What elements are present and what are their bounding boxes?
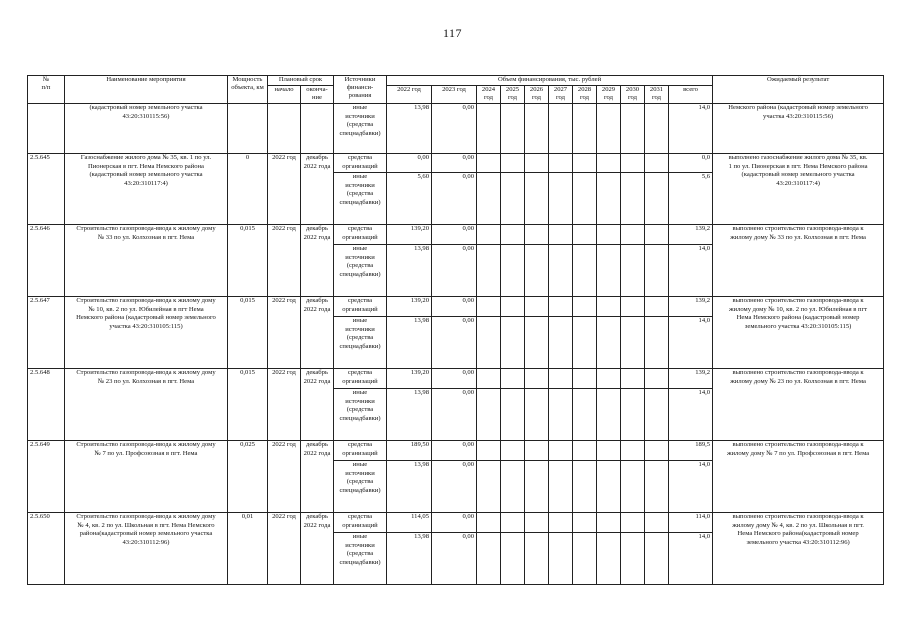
table-row bbox=[28, 513, 884, 533]
amount-total: 114,0 bbox=[669, 513, 713, 533]
amount-total: 139,2 bbox=[669, 297, 713, 317]
empty-year-cell bbox=[525, 104, 549, 154]
empty-year-cell bbox=[573, 389, 597, 441]
funding-source: иные источники (средства спецнадбавки) bbox=[334, 104, 387, 154]
empty-year-cell bbox=[501, 369, 525, 389]
amount-total: 139,2 bbox=[669, 225, 713, 245]
empty-year-cell bbox=[525, 225, 549, 245]
amount-2022: 0,00 bbox=[387, 154, 432, 173]
amount-2023: 0,00 bbox=[432, 297, 477, 317]
empty-year-cell bbox=[501, 173, 525, 225]
amount-2023: 0,00 bbox=[432, 461, 477, 513]
empty-year-cell bbox=[573, 369, 597, 389]
empty-year-cell bbox=[549, 245, 573, 297]
empty-year-cell bbox=[573, 173, 597, 225]
empty-year-cell bbox=[477, 104, 501, 154]
header-result: Ожидаемый результат bbox=[713, 76, 884, 104]
row-number: 2.5.650 bbox=[28, 513, 65, 585]
amount-2023: 0,00 bbox=[432, 441, 477, 461]
empty-year-cell bbox=[597, 225, 621, 245]
empty-year-cell bbox=[645, 154, 669, 173]
capacity-value: 0,025 bbox=[228, 441, 268, 513]
empty-year-cell bbox=[525, 389, 549, 441]
amount-2023: 0,00 bbox=[432, 245, 477, 297]
capacity-value: 0,01 bbox=[228, 513, 268, 585]
empty-year-cell bbox=[549, 297, 573, 317]
empty-year-cell bbox=[477, 461, 501, 513]
empty-year-cell bbox=[573, 533, 597, 585]
amount-2022: 139,20 bbox=[387, 297, 432, 317]
empty-year-cell bbox=[621, 245, 645, 297]
row-number: 2.5.645 bbox=[28, 154, 65, 225]
empty-year-cell bbox=[501, 104, 525, 154]
empty-year-cell bbox=[621, 154, 645, 173]
header-total: всего bbox=[669, 86, 713, 104]
header-year: 2025 год bbox=[501, 86, 525, 104]
row-number: 2.5.646 bbox=[28, 225, 65, 297]
empty-year-cell bbox=[621, 389, 645, 441]
empty-year-cell bbox=[597, 245, 621, 297]
amount-2022: 139,20 bbox=[387, 225, 432, 245]
empty-year-cell bbox=[645, 225, 669, 245]
funding-source: средства организаций bbox=[334, 441, 387, 461]
header-year: 2026 год bbox=[525, 86, 549, 104]
empty-year-cell bbox=[645, 245, 669, 297]
table-row bbox=[28, 441, 884, 461]
empty-year-cell bbox=[501, 154, 525, 173]
funding-source: иные источники (средства спецнадбавки) bbox=[334, 389, 387, 441]
empty-year-cell bbox=[549, 441, 573, 461]
empty-year-cell bbox=[645, 389, 669, 441]
funding-source: средства организаций bbox=[334, 154, 387, 173]
empty-year-cell bbox=[645, 104, 669, 154]
empty-year-cell bbox=[525, 245, 549, 297]
measure-name: Строительство газопровода-ввода к жилому дому № 10, кв. 2 по ул. Юбилейная в пгт Нема Немского района (кадастровый номер земельного участка 43:20:310105:115) bbox=[65, 297, 228, 369]
empty-year-cell bbox=[477, 154, 501, 173]
empty-year-cell bbox=[597, 513, 621, 533]
amount-total: 14,0 bbox=[669, 245, 713, 297]
amount-2023: 0,00 bbox=[432, 369, 477, 389]
empty-year-cell bbox=[597, 369, 621, 389]
amount-2022: 13,98 bbox=[387, 533, 432, 585]
empty-year-cell bbox=[477, 225, 501, 245]
empty-year-cell bbox=[645, 461, 669, 513]
expected-result: выполнено строительство газопровода-ввода к жилому дому № 33 по ул. Колхозная в пгт. Нема bbox=[713, 225, 884, 297]
amount-total: 139,2 bbox=[669, 369, 713, 389]
funding-source: иные источники (средства спецнадбавки) bbox=[334, 245, 387, 297]
empty-year-cell bbox=[645, 441, 669, 461]
amount-2023: 0,00 bbox=[432, 225, 477, 245]
empty-year-cell bbox=[549, 461, 573, 513]
header-capacity: Мощность объекта, км bbox=[228, 76, 268, 104]
funding-source: средства организаций bbox=[334, 297, 387, 317]
end-term: декабрь 2022 года bbox=[301, 154, 334, 225]
empty-year-cell bbox=[621, 297, 645, 317]
empty-year-cell bbox=[573, 104, 597, 154]
empty-year-cell bbox=[621, 533, 645, 585]
empty-year-cell bbox=[525, 513, 549, 533]
header-sources: Источники финанси- рования bbox=[334, 76, 387, 104]
measure-name: Строительство газопровода-ввода к жилому дому № 23 по ул. Колхозная в пгт. Нема bbox=[65, 369, 228, 441]
amount-total: 5,6 bbox=[669, 173, 713, 225]
empty-year-cell bbox=[645, 173, 669, 225]
capacity-value: 0 bbox=[228, 154, 268, 225]
end-term: декабрь 2022 года bbox=[301, 513, 334, 585]
measure-name: Строительство газопровода-ввода к жилому дому № 7 по ул. Профсоюзная в пгт. Нема bbox=[65, 441, 228, 513]
header-year: 2022 год bbox=[387, 86, 432, 104]
end-term: декабрь 2022 года bbox=[301, 225, 334, 297]
empty-year-cell bbox=[549, 173, 573, 225]
amount-total: 14,0 bbox=[669, 461, 713, 513]
header-funding: Объем финансирования, тыс. рублей bbox=[387, 76, 713, 86]
empty-year-cell bbox=[477, 173, 501, 225]
amount-2022: 13,98 bbox=[387, 317, 432, 369]
start-term: 2022 год bbox=[268, 154, 301, 225]
funding-source: средства организаций bbox=[334, 369, 387, 389]
empty-year-cell bbox=[645, 369, 669, 389]
empty-year-cell bbox=[597, 104, 621, 154]
measure-name: Строительство газопровода-ввода к жилому дому № 33 по ул. Колхозная в пгт. Нема bbox=[65, 225, 228, 297]
empty-year-cell bbox=[525, 317, 549, 369]
amount-total: 14,0 bbox=[669, 317, 713, 369]
empty-year-cell bbox=[645, 297, 669, 317]
empty-year-cell bbox=[477, 533, 501, 585]
amount-2022: 139,20 bbox=[387, 369, 432, 389]
empty-year-cell bbox=[597, 317, 621, 369]
funding-source: иные источники (средства спецнадбавки) bbox=[334, 173, 387, 225]
expected-result: выполнено строительство газопровода-ввода к жилому дому № 23 по ул. Колхозная в пгт. Нема bbox=[713, 369, 884, 441]
empty-year-cell bbox=[597, 461, 621, 513]
funding-table bbox=[27, 75, 884, 585]
empty-year-cell bbox=[501, 317, 525, 369]
empty-year-cell bbox=[621, 461, 645, 513]
row-number bbox=[28, 104, 65, 154]
empty-year-cell bbox=[645, 513, 669, 533]
amount-total: 14,0 bbox=[669, 389, 713, 441]
amount-2022: 13,98 bbox=[387, 245, 432, 297]
funding-source: средства организаций bbox=[334, 225, 387, 245]
start-term: 2022 год bbox=[268, 441, 301, 513]
empty-year-cell bbox=[525, 297, 549, 317]
start-term: 2022 год bbox=[268, 513, 301, 585]
empty-year-cell bbox=[477, 245, 501, 297]
empty-year-cell bbox=[621, 513, 645, 533]
amount-2022: 114,05 bbox=[387, 513, 432, 533]
amount-2023: 0,00 bbox=[432, 317, 477, 369]
empty-year-cell bbox=[477, 513, 501, 533]
empty-year-cell bbox=[597, 297, 621, 317]
header-year: 2028 год bbox=[573, 86, 597, 104]
empty-year-cell bbox=[621, 173, 645, 225]
empty-year-cell bbox=[477, 317, 501, 369]
capacity-value: 0,015 bbox=[228, 225, 268, 297]
start-term: 2022 год bbox=[268, 225, 301, 297]
empty-year-cell bbox=[549, 513, 573, 533]
empty-year-cell bbox=[525, 369, 549, 389]
funding-source: иные источники (средства спецнадбавки) bbox=[334, 461, 387, 513]
header-year: 2031 год bbox=[645, 86, 669, 104]
end-term: декабрь 2022 года bbox=[301, 369, 334, 441]
header-year: 2027 год bbox=[549, 86, 573, 104]
header-name: Наименование мероприятия bbox=[65, 76, 228, 104]
empty-year-cell bbox=[621, 441, 645, 461]
empty-year-cell bbox=[573, 317, 597, 369]
empty-year-cell bbox=[573, 225, 597, 245]
amount-total: 0,0 bbox=[669, 154, 713, 173]
measure-name: Строительство газопровода-ввода к жилому дому № 4, кв. 2 по ул. Школьная в пгт. Нема Немского района(кадастровый номер земельного участка 43:20:310112:96) bbox=[65, 513, 228, 585]
empty-year-cell bbox=[549, 104, 573, 154]
empty-year-cell bbox=[597, 441, 621, 461]
end-term: декабрь 2022 года bbox=[301, 441, 334, 513]
header-year: 2029 год bbox=[597, 86, 621, 104]
empty-year-cell bbox=[621, 317, 645, 369]
empty-year-cell bbox=[549, 533, 573, 585]
empty-year-cell bbox=[477, 441, 501, 461]
expected-result: выполнено газоснабжение жилого дома № 35, кв. 1 по ул. Пионерская в пгт. Нема Немского района (кадастровый номер земельного участка 43:20:310117:4) bbox=[713, 154, 884, 225]
empty-year-cell bbox=[573, 297, 597, 317]
empty-year-cell bbox=[597, 533, 621, 585]
empty-year-cell bbox=[525, 533, 549, 585]
header-num: № п/п bbox=[28, 76, 65, 104]
empty-year-cell bbox=[549, 225, 573, 245]
start-term: 2022 год bbox=[268, 297, 301, 369]
empty-year-cell bbox=[525, 441, 549, 461]
end-term bbox=[301, 104, 334, 154]
table-row bbox=[28, 154, 884, 173]
capacity-value: 0,015 bbox=[228, 297, 268, 369]
expected-result: Немского района (кадастровый номер земельного участка 43:20:310115:56) bbox=[713, 104, 884, 154]
amount-2022: 189,50 bbox=[387, 441, 432, 461]
empty-year-cell bbox=[549, 317, 573, 369]
measure-name: Газоснабжение жилого дома № 35, кв. 1 по ул. Пионерская в пгт. Нема Немского района (кадастровый номер земельного участка 43:20:310117:4) bbox=[65, 154, 228, 225]
header-year: 2030 год bbox=[621, 86, 645, 104]
empty-year-cell bbox=[501, 533, 525, 585]
empty-year-cell bbox=[597, 389, 621, 441]
empty-year-cell bbox=[573, 245, 597, 297]
capacity-value bbox=[228, 104, 268, 154]
amount-2023: 0,00 bbox=[432, 173, 477, 225]
empty-year-cell bbox=[501, 297, 525, 317]
empty-year-cell bbox=[501, 513, 525, 533]
empty-year-cell bbox=[597, 154, 621, 173]
end-term: декабрь 2022 года bbox=[301, 297, 334, 369]
empty-year-cell bbox=[501, 225, 525, 245]
empty-year-cell bbox=[525, 173, 549, 225]
table-row bbox=[28, 297, 884, 317]
empty-year-cell bbox=[573, 461, 597, 513]
empty-year-cell bbox=[501, 441, 525, 461]
empty-year-cell bbox=[573, 441, 597, 461]
measure-name: (кадастровый номер земельного участка 43:20:310115:56) bbox=[65, 104, 228, 154]
empty-year-cell bbox=[501, 389, 525, 441]
header-start: начало bbox=[268, 86, 301, 104]
page-number: 117 bbox=[442, 26, 463, 40]
amount-2022: 13,98 bbox=[387, 461, 432, 513]
empty-year-cell bbox=[621, 369, 645, 389]
expected-result: выполнено строительство газопровода-ввода к жилому дому № 10, кв. 2 по ул. Юбилейная в пгт Нема Немского района (кадастровый номер земельного участка 43:20:310105:115) bbox=[713, 297, 884, 369]
expected-result: выполнено строительство газопровода-ввода к жилому дому № 7 по ул. Профсоюзная в пгт. Нема bbox=[713, 441, 884, 513]
empty-year-cell bbox=[645, 317, 669, 369]
empty-year-cell bbox=[501, 245, 525, 297]
funding-source: иные источники (средства спецнадбавки) bbox=[334, 533, 387, 585]
empty-year-cell bbox=[525, 154, 549, 173]
row-number: 2.5.648 bbox=[28, 369, 65, 441]
funding-source: средства организаций bbox=[334, 513, 387, 533]
empty-year-cell bbox=[477, 389, 501, 441]
amount-2023: 0,00 bbox=[432, 389, 477, 441]
empty-year-cell bbox=[549, 369, 573, 389]
amount-2023: 0,00 bbox=[432, 513, 477, 533]
empty-year-cell bbox=[477, 369, 501, 389]
empty-year-cell bbox=[573, 513, 597, 533]
empty-year-cell bbox=[621, 225, 645, 245]
empty-year-cell bbox=[597, 173, 621, 225]
row-number: 2.5.647 bbox=[28, 297, 65, 369]
empty-year-cell bbox=[573, 154, 597, 173]
empty-year-cell bbox=[477, 297, 501, 317]
amount-total: 14,0 bbox=[669, 533, 713, 585]
table-row bbox=[28, 104, 884, 154]
amount-total: 14,0 bbox=[669, 104, 713, 154]
amount-2023: 0,00 bbox=[432, 154, 477, 173]
capacity-value: 0,015 bbox=[228, 369, 268, 441]
header-year: 2023 год bbox=[432, 86, 477, 104]
empty-year-cell bbox=[549, 389, 573, 441]
table-row bbox=[28, 369, 884, 389]
amount-2023: 0,00 bbox=[432, 104, 477, 154]
expected-result: выполнено строительство газопровода-ввода к жилому дому № 4, кв. 2 по ул. Школьная в пгт. Нема Немского района(кадастровый номер земельного участка 43:20:310112:96) bbox=[713, 513, 884, 585]
empty-year-cell bbox=[525, 461, 549, 513]
amount-2022: 13,98 bbox=[387, 104, 432, 154]
amount-2022: 13,98 bbox=[387, 389, 432, 441]
start-term bbox=[268, 104, 301, 154]
empty-year-cell bbox=[645, 533, 669, 585]
empty-year-cell bbox=[549, 154, 573, 173]
empty-year-cell bbox=[501, 461, 525, 513]
header-end: оконча- ние bbox=[301, 86, 334, 104]
start-term: 2022 год bbox=[268, 369, 301, 441]
row-number: 2.5.649 bbox=[28, 441, 65, 513]
header-row bbox=[28, 76, 884, 86]
funding-source: иные источники (средства спецнадбавки) bbox=[334, 317, 387, 369]
header-year: 2024 год bbox=[477, 86, 501, 104]
amount-2022: 5,60 bbox=[387, 173, 432, 225]
header-plan-term: Плановый срок bbox=[268, 76, 334, 86]
table-row bbox=[28, 225, 884, 245]
amount-total: 189,5 bbox=[669, 441, 713, 461]
amount-2023: 0,00 bbox=[432, 533, 477, 585]
empty-year-cell bbox=[621, 104, 645, 154]
